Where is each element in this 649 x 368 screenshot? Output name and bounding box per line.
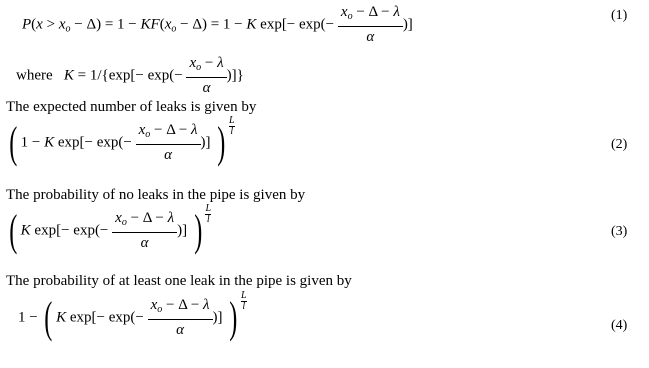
equation-number-1: (1)	[611, 8, 628, 23]
equation-1: $P(x > x_o - \Delta) = 1 - KF(x_o - \Delta) = 1 - K$ exp[− exp(− $\frac{x_o - \Delta - \lambda}{\alpha}$ )]	[22, 4, 413, 45]
equation-2: ( 1 − K exp[− exp(− $\frac{x_o - \Delta - \lambda}{\alpha}$ )] ) $\frac{L}{l}$	[9, 115, 235, 167]
equation-number-3: (3)	[611, 224, 628, 239]
paragraph-expected-leaks: The expected number of leaks is given by	[6, 99, 257, 115]
equation-number-2: (2)	[611, 137, 628, 152]
where-label: where	[16, 67, 53, 84]
equation-4: 1 − ( K exp[− exp(− $\frac{x_o - \Delta - \lambda}{\alpha}$ )] ) $\frac{L}{l}$	[18, 290, 247, 342]
paragraph-no-leaks: The probability of no leaks in the pipe is given by	[6, 187, 306, 203]
equation-3: ( K exp[− exp(− $\frac{x_o - \Delta - \lambda}{\alpha}$ )] ) $\frac{L}{l}$	[9, 203, 212, 255]
paragraph-at-least-one: The probability of at least one leak in the pipe is given by	[6, 273, 352, 289]
where-line: where K = 1/{exp[− exp(− $\frac{x_o - \lambda}{\alpha}$ )]}	[16, 55, 244, 96]
equation-number-4: (4)	[611, 318, 628, 333]
